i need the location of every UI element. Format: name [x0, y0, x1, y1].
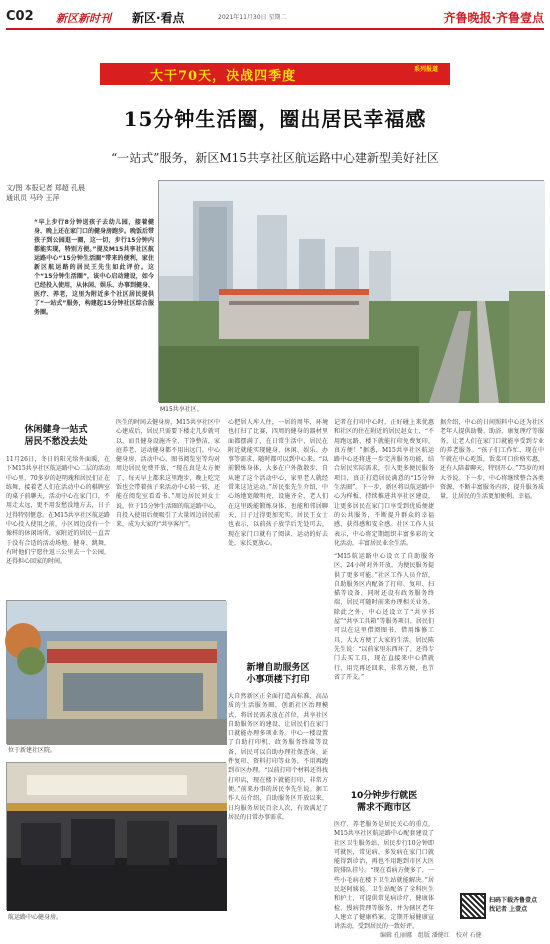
body-col-4: 大自然新区正全面打造高标准、高品质的生活服务圈，创新社区治理模式，将居民需求放在首位，共享社区自助服务区的建设，让居民们在家门口就能办理多项业务。中心一楼设置了自助打印机、政务服务终端等设备，居民可以自助办理社保查询、证件复印、资料打印等业务，不用再跑到市区办理。“以前打印个材料还得找打印店，现在楼下就能打印，非常方便。”前来办事的居民李先生说。据工作人员介绍，自助服务区开放以来，日均服务居民百余人次，有效满足了居民的日常办事需求。: [228, 693, 328, 821]
byline-correspondents: 通讯员 马玲 王萍: [6, 194, 60, 202]
photo3-caption: 航运路中心健身房。: [8, 914, 63, 921]
subhead-medical: 10分钟步行就医 需求不跑市区: [350, 791, 418, 813]
byline: [6, 183, 85, 203]
byline-reporters: 文/图 本报记者 郑超 孔晨: [6, 184, 86, 192]
article-title: 15分钟生活圈，圈出居民幸福感: [123, 107, 427, 131]
body-col-7: 医疗、养老服务是居民关心的重点。M15共享社区航运路中心配套建设了社区卫生服务站，居民步行10分钟即可就医，常见病、多发病在家门口就能得到诊治，再也不用跑到市区大医院排队挂号。“现在看病方便多了，一些小毛病在楼下卫生站就能解决。”居民赵阿姨说。卫生站配备了全科医生和护士，可提供常见病诊疗、健康体检、慢病管理等服务，并为辖区老年人建立了健康档案，定期开展健康宣讲活动，受到居民的一致好评。: [334, 821, 434, 931]
photo-community-center: [158, 180, 544, 402]
photo-gym: [6, 762, 226, 910]
gym-photo: [7, 763, 227, 911]
masthead: [6, 6, 544, 30]
series-banner: [100, 63, 450, 85]
subhead-leisure: 休闲健身一站式 居民不愁没去处: [24, 425, 88, 447]
banner-tag: 系列报道: [414, 66, 439, 73]
photo-building: [6, 600, 226, 744]
lead-paragraph: “早上步行8分钟送孩子去幼儿园，接着健身、晚上还在家门口的健身房跑步。晚饭后带孩子到公园逛一圈，这一切，步行15分钟内都能实现，特别方便。”提及M15共享社区航运路中心“15分钟生活圈”带来的便利，家住新区航运路的居民王先生如此评价。这个“15分钟生活圈”，该中心启动建设，如今已经投入使用，从休闲、娱乐、办事到健身、医疗、养老，这里为附近多个社区居民提供了“一站式”服务，构建起15分钟社区综合服务圈。: [34, 219, 155, 316]
building-photo: [7, 601, 227, 745]
body-col-2: 医生的时间去健身房，M15共享社区中心建成后，居民只需要下楼走几步就可以，而且健身设施齐全、干净整洁，家庭养老、运动健身都不用出远门。中心健身房、活动中心、图书阅览室等均对周边居民免费开放，“现在真是太方便了，每天早上都来这里跑步，晚上吃完饭也会带着孩子来活动中心转一转，还能在阅览室看看书。”周边居民刘女士说。位于15分钟生活圈的航运路中心，自投入使用后便吸引了大量周边居民前来，成为大家的“共享客厅”。: [116, 419, 220, 529]
body-col-1: 11月26日，冬日的阳光给外面暖，在下M15共享社区航运路中心二层的活动中心里，70多岁的赵明瑰和居民们正在练舞，接着老人们在活动中心的棋牌室的桌子前聊天，活动中心在家门口，不用走太远，更不用发愁没地方去，日子过得特别惬意。在M15共享社区航运路中心投入使用之前，小区周边没有一个像样的休闲场所，家附近的居民一直苦于没有合适的活动场地。健身、跳舞，有时他们宁愿往返三公里去一个公园，还得担心回家的时间。: [6, 456, 110, 566]
page-number: C02: [6, 9, 34, 24]
body-col-5: 记者在打印中心时，正好碰上来优惠和社区的住在附近的居民赵女士，“不用跑远路，楼下就能打印免费复印，真方便！”据悉，M15共享社区航运路中心还将进一步完善服务功能，结合居民实际需求，引入更多便民服务项目，真正打造居民满意的“15分钟生活圈”。下一步，新区将以航运路中心为样板，持续推进共享社区建设，让更多居民在家门口享受到优质便捷的公共服务，不断提升群众的幸福感、获得感和安全感。社区工作人员表示，中心将定期组织丰富多彩的文化活动，丰富居民业余生活。: [334, 419, 434, 547]
aerial-photo: [159, 181, 545, 403]
paper-logo: 新区新时刊: [56, 12, 111, 25]
photo2-caption: 位于新建社区院。: [8, 747, 57, 754]
body-col-3: 心把居人库人住，一居的周毕，环境也打扫了比赛，四周的健身的器材里面都摆满了，在日常生活中，居民在附近就能实现健身、休闲、娱乐、办事等需求，随时都可以到中心来。“以前锻炼身体，大多在户外散散步，自从建了这个活动中心，家里老人就经常来这边运动。”居民张先生介绍，中心场地宽敞明亮，设施齐全，老人们在这里既能锻炼身体，也能和邻居聊天，日子过得更加充实。居民王女士也表示，以前孩子放学后无处可去，现在家门口就有了阅读、运动的好去处，家长更放心。: [228, 419, 328, 547]
body-col-6: “M15航运路中心设立了自助服务区，24小时对外开放，为便民服务提供了更多可能。”社区工作人员介绍，自助服务区内配备了打印、复印、扫描等设备，同时还设有政务服务终端，居民可随时前来办理相关业务。除此之外，中心还设立了“共享书屋”“共享工具箱”等服务项目，居民们可以在这里借阅图书、借用维修工具，大大方便了大家的生活。居民陈先生说：“以前家里东西坏了，还得专门去买工具，现在直接来中心借就行，用完再还回来，非常方便，也节省了开支。”: [334, 553, 434, 681]
subhead-self-service: 新增自助服务区 小事项楼下打印: [246, 663, 310, 685]
section-title: 新区·看点: [132, 11, 185, 25]
article-subtitle: “一站式”服务，新区M15共享社区航运路中心建新型美好社区: [111, 151, 439, 165]
photo1-caption: M15共享社区。: [160, 406, 203, 413]
body-col-8: 据介绍，中心的日间照料中心还为社区老年人提供助餐、助浴、康复理疗等服务，让老人们在家门口就能享受到专业的养老服务。“孩子们工作忙，现在中午就在中心吃饭，饭菜可口价格实惠，还有人陪着聊天，特别开心。”75岁的刘大爷说。下一步，中心将继续整合各类资源，不断丰富服务内容，提升服务质量，让居民的生活更加便利、幸福。: [440, 419, 544, 501]
brand-logo: 齐鲁晚报·齐鲁壹点: [443, 11, 544, 25]
qr-code-icon[interactable]: [460, 893, 486, 919]
date-line: 2021年11月30日 星期二: [218, 14, 287, 21]
banner-text: 大干70天，决战四季度: [150, 69, 297, 84]
page-footer: 编辑 孔丽娜 组版 潘健红 校对 石健: [380, 932, 482, 939]
qr-caption: 扫码下载齐鲁壹点 找记者 上壹点: [489, 897, 538, 913]
